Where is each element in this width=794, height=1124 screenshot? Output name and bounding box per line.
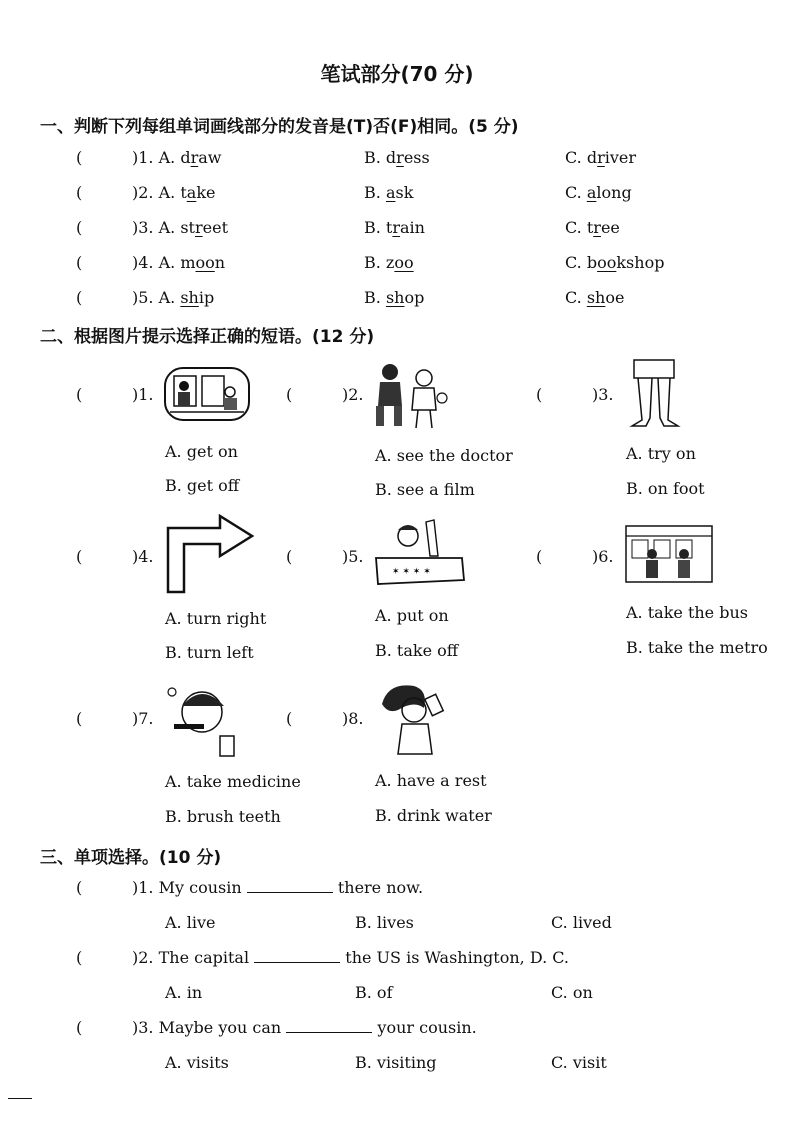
- option-b: B. drink water: [375, 806, 492, 825]
- answer-paren[interactable]: (: [76, 288, 83, 307]
- option-c: C. tree: [565, 218, 620, 237]
- option-c: C. bookshop: [565, 253, 665, 272]
- option-a: A. in: [165, 983, 203, 1002]
- answer-paren[interactable]: (: [286, 547, 293, 566]
- question-stem: )1. My cousin there now.: [132, 878, 424, 897]
- answer-paren[interactable]: (: [76, 385, 83, 404]
- answer-paren[interactable]: (: [536, 547, 543, 566]
- item-number: )2.: [342, 385, 364, 404]
- option-a: A. take the bus: [626, 603, 748, 622]
- answer-paren[interactable]: (: [76, 183, 83, 202]
- item-number: )5.: [342, 547, 364, 566]
- option-c: C. along: [565, 183, 632, 202]
- section-3-heading: 三、单项选择。(10 分): [40, 848, 222, 868]
- option-a: A. get on: [165, 442, 238, 461]
- page-footer-rule: [8, 1098, 32, 1099]
- question-stem: )2. The capital the US is Washington, D. C.: [132, 948, 569, 967]
- option-b: B. turn left: [165, 643, 254, 662]
- option-a: A. visits: [165, 1053, 229, 1072]
- option-a: A. put on: [375, 606, 449, 625]
- option-c: C. shoe: [565, 288, 625, 307]
- option-b: B. train: [364, 218, 425, 237]
- option-a: )5. A. ship: [132, 288, 215, 307]
- option-c: C. driver: [565, 148, 637, 167]
- item-number: )8.: [342, 709, 364, 728]
- option-c: C. on: [551, 983, 593, 1002]
- section-1-heading: 一、判断下列每组单词画线部分的发音是(T)否(F)相同。(5 分): [40, 117, 519, 137]
- option-a: )3. A. street: [132, 218, 228, 237]
- item-number: )4.: [132, 547, 154, 566]
- answer-blank[interactable]: [286, 1018, 372, 1033]
- option-b: B. take the metro: [626, 638, 768, 657]
- item-number: )3.: [592, 385, 614, 404]
- item-number: )6.: [592, 547, 614, 566]
- brush-teeth-picture: [162, 680, 248, 760]
- bed-picture: [372, 518, 468, 590]
- option-a: A. take medicine: [165, 772, 301, 791]
- item-number: )7.: [132, 709, 154, 728]
- section-2-heading: 二、根据图片提示选择正确的短语。(12 分): [40, 327, 375, 347]
- answer-paren[interactable]: (: [76, 253, 83, 272]
- metro-picture: [624, 524, 714, 584]
- option-b: B. shop: [364, 288, 425, 307]
- option-a: A. see the doctor: [375, 446, 513, 465]
- answer-paren[interactable]: (: [76, 218, 83, 237]
- page-title: 笔试部分(70 分): [320, 62, 474, 86]
- option-c: C. visit: [551, 1053, 607, 1072]
- question-stem: )3. Maybe you can your cousin.: [132, 1018, 477, 1037]
- answer-paren[interactable]: (: [536, 385, 543, 404]
- option-a: )4. A. moon: [132, 253, 226, 272]
- option-b: B. see a film: [375, 480, 475, 499]
- option-b: B. on foot: [626, 479, 705, 498]
- item-number: )1.: [132, 385, 154, 404]
- option-a: )2. A. take: [132, 183, 216, 202]
- option-b: B. ask: [364, 183, 414, 202]
- answer-paren[interactable]: (: [76, 948, 83, 967]
- option-a: A. have a rest: [375, 771, 487, 790]
- answer-paren[interactable]: (: [286, 709, 293, 728]
- feet-picture: [622, 358, 686, 430]
- option-a: )1. A. draw: [132, 148, 222, 167]
- option-b: B. lives: [355, 913, 414, 932]
- option-b: B. get off: [165, 476, 240, 495]
- answer-paren[interactable]: (: [76, 1018, 83, 1037]
- option-c: C. lived: [551, 913, 612, 932]
- svg-text:✶ ✶ ✶ ✶: ✶ ✶ ✶ ✶: [392, 567, 431, 577]
- answer-paren[interactable]: (: [76, 148, 83, 167]
- option-b: B. of: [355, 983, 393, 1002]
- option-a: A. live: [165, 913, 216, 932]
- option-b: B. dress: [364, 148, 430, 167]
- answer-paren[interactable]: (: [286, 385, 293, 404]
- option-b: B. visiting: [355, 1053, 437, 1072]
- answer-paren[interactable]: (: [76, 547, 83, 566]
- doctor-picture: [372, 358, 452, 430]
- drink-water-picture: [374, 680, 456, 758]
- answer-blank[interactable]: [247, 878, 333, 893]
- answer-paren[interactable]: (: [76, 878, 83, 897]
- turn-right-arrow-icon: [162, 514, 256, 594]
- option-b: B. brush teeth: [165, 807, 281, 826]
- option-a: A. try on: [626, 444, 696, 463]
- option-b: B. zoo: [364, 253, 414, 272]
- option-b: B. take off: [375, 641, 459, 660]
- bus-interior-picture: [162, 362, 252, 424]
- answer-blank[interactable]: [254, 948, 340, 963]
- option-a: A. turn right: [165, 609, 267, 628]
- answer-paren[interactable]: (: [76, 709, 83, 728]
